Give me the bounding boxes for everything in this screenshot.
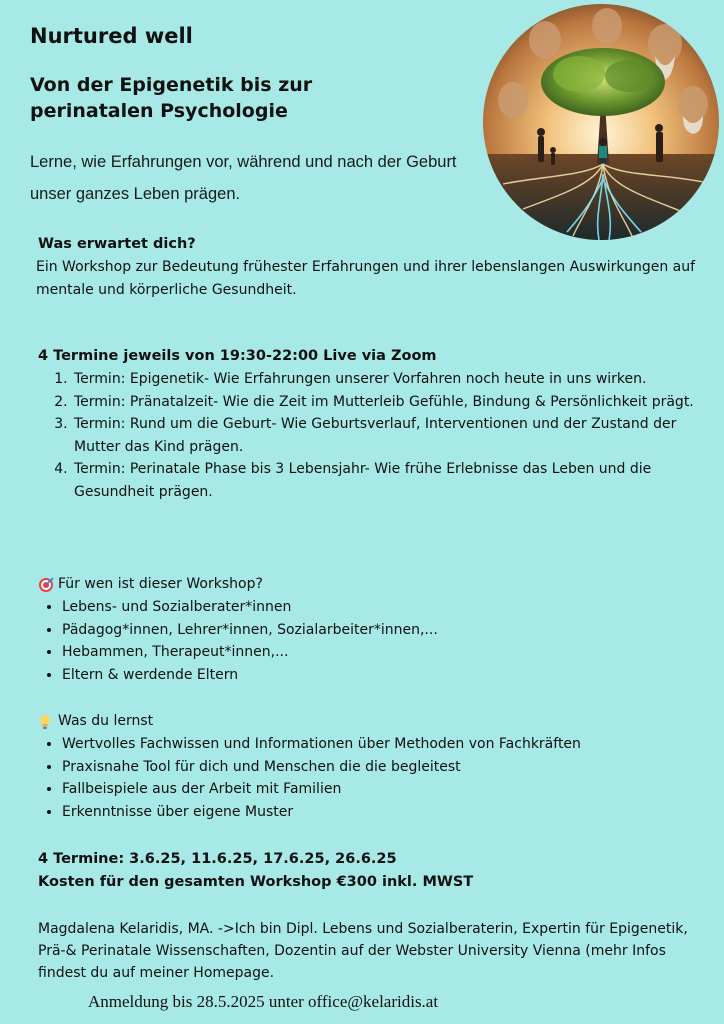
bio-text: Magdalena Kelaridis, MA. ->Ich bin Dipl. Lebens und Sozialberaterin, Expertin für Epigenetik, Prä-& Perinatale Wissenschaften, Dozentin auf der Webster University Vienna (mehr Infos findest du auf meiner Homepage. — [38, 921, 688, 981]
list-item: • Hebammen, Therapeut*innen,... — [62, 641, 698, 664]
list-item: • Fallbeispiele aus der Arbeit mit Familien — [62, 778, 698, 801]
list-item: • Pädagog*innen, Lehrer*innen, Sozialarbeiter*innen,... — [62, 619, 698, 642]
schedule-list — [50, 368, 698, 503]
expect-section — [38, 233, 698, 301]
audience-section — [38, 573, 698, 686]
list-item: • Lebens- und Sozialberater*innen — [62, 596, 698, 619]
list-item: • Praxisnahe Tool für dich und Menschen die die begleitest — [62, 756, 698, 779]
schedule-item: 1. Termin: Epigenetik- Wie Erfahrungen unserer Vorfahren noch heute in uns wirken. — [72, 368, 698, 391]
learn-list — [38, 733, 698, 823]
audience-list — [38, 596, 698, 686]
dates-section — [38, 848, 698, 894]
intro-text: Lerne, wie Erfahrungen vor, während und nach der Geburt unser ganzes Leben prägen. — [30, 153, 457, 203]
brand-title: Nurtured well — [30, 24, 193, 48]
schedule-item: 2. Termin: Pränatalzeit- Wie die Zeit im Mutterleib Gefühle, Bindung & Persönlichkeit prägt. — [72, 391, 698, 414]
target-icon — [38, 577, 54, 593]
lightbulb-icon — [38, 714, 54, 730]
learn-title: Was du lernst — [58, 713, 154, 729]
list-item: • Wertvolles Fachwissen und Informationen über Methoden von Fachkräften — [62, 733, 698, 756]
schedule-title: 4 Termine jeweils von 19:30-22:00 Live via Zoom — [38, 348, 437, 364]
learn-section — [38, 710, 698, 823]
learn-heading — [38, 710, 698, 733]
schedule-item: 4. Termin: Perinatale Phase bis 3 Lebensjahr- Wie frühe Erlebnisse das Leben und die Gesundheit prägen. — [72, 458, 698, 503]
page-headline: Von der Epigenetik bis zur perinatalen Psychologie — [30, 74, 313, 122]
schedule-item: 3. Termin: Rund um die Geburt- Wie Geburtsverlauf, Interventionen und der Zustand der Mutter das Kind prägen. — [72, 413, 698, 458]
list-item: • Eltern & werdende Eltern — [62, 664, 698, 687]
expect-title: Was erwartet dich? — [38, 236, 196, 252]
schedule-section — [38, 345, 698, 503]
price-line: Kosten für den gesamten Workshop €300 inkl. MWST — [38, 874, 474, 890]
list-item: • Erkenntnisse über eigene Muster — [62, 801, 698, 824]
audience-heading — [38, 573, 698, 596]
dates-line: 4 Termine: 3.6.25, 11.6.25, 17.6.25, 26.6.25 — [38, 851, 397, 867]
expect-text: Ein Workshop zur Bedeutung frühester Erfahrungen und ihrer lebenslangen Auswirkungen auf mentale und körperliche Gesundheit. — [36, 259, 696, 298]
signup-line: Anmeldung bis 28.5.2025 unter office@kelaridis.at — [88, 992, 439, 1011]
hero-image-tree-of-generations — [483, 4, 719, 240]
audience-title: Für wen ist dieser Workshop? — [58, 576, 263, 592]
